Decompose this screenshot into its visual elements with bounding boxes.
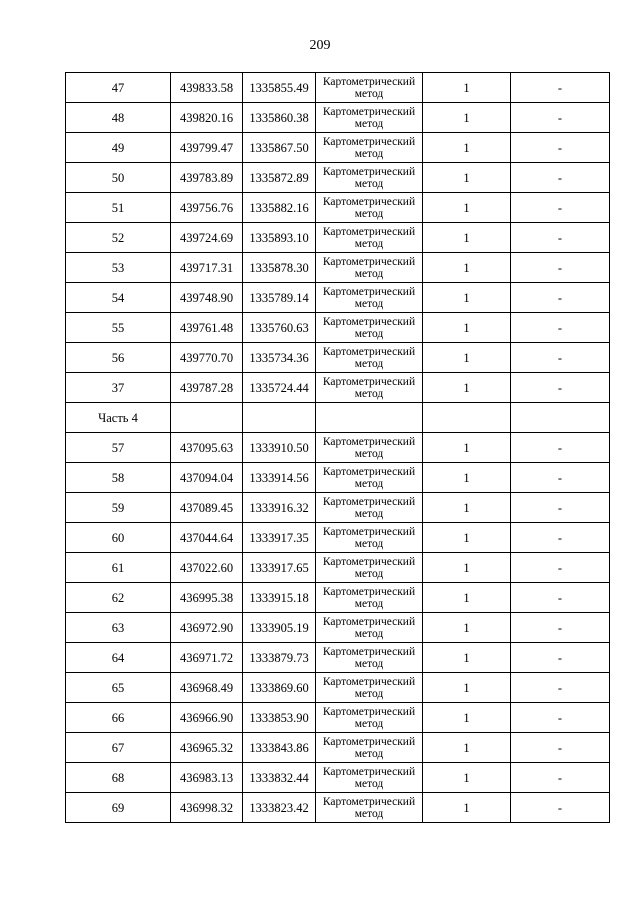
coordinates-table bbox=[65, 72, 610, 823]
table-row bbox=[66, 793, 610, 823]
accuracy-cell: 1 bbox=[423, 703, 511, 733]
coordinates-table-body bbox=[66, 73, 610, 823]
note-cell: - bbox=[511, 373, 610, 403]
point-number-cell: 52 bbox=[66, 223, 171, 253]
accuracy-cell: 1 bbox=[423, 253, 511, 283]
note-cell: - bbox=[511, 223, 610, 253]
method-cell: Картометрический метод bbox=[316, 313, 423, 343]
note-cell: - bbox=[511, 673, 610, 703]
table-row bbox=[66, 703, 610, 733]
y-coordinate-cell: 1335867.50 bbox=[243, 133, 316, 163]
y-coordinate-cell: 1335882.16 bbox=[243, 193, 316, 223]
y-coordinate-cell: 1333910.50 bbox=[243, 433, 316, 463]
accuracy-cell: 1 bbox=[423, 733, 511, 763]
x-coordinate-cell: 437044.64 bbox=[171, 523, 243, 553]
x-coordinate-cell: 439724.69 bbox=[171, 223, 243, 253]
method-cell: Картометрический метод bbox=[316, 433, 423, 463]
section-label: Часть 4 bbox=[66, 403, 171, 433]
point-number-cell: 53 bbox=[66, 253, 171, 283]
x-coordinate-cell: 437095.63 bbox=[171, 433, 243, 463]
table-row bbox=[66, 553, 610, 583]
x-coordinate-cell: 439748.90 bbox=[171, 283, 243, 313]
empty-cell bbox=[423, 403, 511, 433]
accuracy-cell: 1 bbox=[423, 313, 511, 343]
y-coordinate-cell: 1333869.60 bbox=[243, 673, 316, 703]
page-number: 209 bbox=[309, 38, 331, 53]
point-number-cell: 56 bbox=[66, 343, 171, 373]
method-cell: Картометрический метод bbox=[316, 103, 423, 133]
table-row bbox=[66, 373, 610, 403]
x-coordinate-cell: 439770.70 bbox=[171, 343, 243, 373]
method-cell: Картометрический метод bbox=[316, 673, 423, 703]
table-row bbox=[66, 433, 610, 463]
method-cell: Картометрический метод bbox=[316, 793, 423, 823]
accuracy-cell: 1 bbox=[423, 463, 511, 493]
note-cell: - bbox=[511, 73, 610, 103]
y-coordinate-cell: 1333915.18 bbox=[243, 583, 316, 613]
y-coordinate-cell: 1333914.56 bbox=[243, 463, 316, 493]
x-coordinate-cell: 436965.32 bbox=[171, 733, 243, 763]
note-cell: - bbox=[511, 193, 610, 223]
method-cell: Картометрический метод bbox=[316, 493, 423, 523]
point-number-cell: 66 bbox=[66, 703, 171, 733]
accuracy-cell: 1 bbox=[423, 643, 511, 673]
table-row bbox=[66, 733, 610, 763]
method-cell: Картометрический метод bbox=[316, 463, 423, 493]
x-coordinate-cell: 436998.32 bbox=[171, 793, 243, 823]
x-coordinate-cell: 439783.89 bbox=[171, 163, 243, 193]
table-row bbox=[66, 73, 610, 103]
method-cell: Картометрический метод bbox=[316, 643, 423, 673]
point-number-cell: 48 bbox=[66, 103, 171, 133]
accuracy-cell: 1 bbox=[423, 613, 511, 643]
y-coordinate-cell: 1333823.42 bbox=[243, 793, 316, 823]
y-coordinate-cell: 1335893.10 bbox=[243, 223, 316, 253]
method-cell: Картометрический метод bbox=[316, 523, 423, 553]
table-row bbox=[66, 493, 610, 523]
method-cell: Картометрический метод bbox=[316, 703, 423, 733]
note-cell: - bbox=[511, 283, 610, 313]
table-row bbox=[66, 193, 610, 223]
accuracy-cell: 1 bbox=[423, 283, 511, 313]
table-row bbox=[66, 103, 610, 133]
y-coordinate-cell: 1333879.73 bbox=[243, 643, 316, 673]
note-cell: - bbox=[511, 103, 610, 133]
table-row bbox=[66, 763, 610, 793]
accuracy-cell: 1 bbox=[423, 193, 511, 223]
y-coordinate-cell: 1335855.49 bbox=[243, 73, 316, 103]
x-coordinate-cell: 437022.60 bbox=[171, 553, 243, 583]
point-number-cell: 61 bbox=[66, 553, 171, 583]
method-cell: Картометрический метод bbox=[316, 553, 423, 583]
x-coordinate-cell: 439717.31 bbox=[171, 253, 243, 283]
table-row bbox=[66, 343, 610, 373]
note-cell: - bbox=[511, 793, 610, 823]
y-coordinate-cell: 1335789.14 bbox=[243, 283, 316, 313]
note-cell: - bbox=[511, 493, 610, 523]
y-coordinate-cell: 1335734.36 bbox=[243, 343, 316, 373]
x-coordinate-cell: 439761.48 bbox=[171, 313, 243, 343]
x-coordinate-cell: 439799.47 bbox=[171, 133, 243, 163]
empty-cell bbox=[171, 403, 243, 433]
x-coordinate-cell: 437089.45 bbox=[171, 493, 243, 523]
accuracy-cell: 1 bbox=[423, 373, 511, 403]
point-number-cell: 65 bbox=[66, 673, 171, 703]
accuracy-cell: 1 bbox=[423, 493, 511, 523]
note-cell: - bbox=[511, 763, 610, 793]
note-cell: - bbox=[511, 583, 610, 613]
table-row bbox=[66, 673, 610, 703]
point-number-cell: 68 bbox=[66, 763, 171, 793]
point-number-cell: 58 bbox=[66, 463, 171, 493]
note-cell: - bbox=[511, 313, 610, 343]
note-cell: - bbox=[511, 253, 610, 283]
method-cell: Картометрический метод bbox=[316, 343, 423, 373]
note-cell: - bbox=[511, 433, 610, 463]
accuracy-cell: 1 bbox=[423, 133, 511, 163]
x-coordinate-cell: 439820.16 bbox=[171, 103, 243, 133]
note-cell: - bbox=[511, 463, 610, 493]
accuracy-cell: 1 bbox=[423, 523, 511, 553]
point-number-cell: 59 bbox=[66, 493, 171, 523]
x-coordinate-cell: 436995.38 bbox=[171, 583, 243, 613]
point-number-cell: 47 bbox=[66, 73, 171, 103]
accuracy-cell: 1 bbox=[423, 163, 511, 193]
table-row bbox=[66, 313, 610, 343]
method-cell: Картометрический метод bbox=[316, 253, 423, 283]
table-row bbox=[66, 283, 610, 313]
x-coordinate-cell: 436972.90 bbox=[171, 613, 243, 643]
table-row bbox=[66, 253, 610, 283]
method-cell: Картометрический метод bbox=[316, 223, 423, 253]
method-cell: Картометрический метод bbox=[316, 193, 423, 223]
method-cell: Картометрический метод bbox=[316, 133, 423, 163]
note-cell: - bbox=[511, 703, 610, 733]
point-number-cell: 64 bbox=[66, 643, 171, 673]
y-coordinate-cell: 1333916.32 bbox=[243, 493, 316, 523]
table-row bbox=[66, 643, 610, 673]
y-coordinate-cell: 1333917.65 bbox=[243, 553, 316, 583]
accuracy-cell: 1 bbox=[423, 673, 511, 703]
y-coordinate-cell: 1333843.86 bbox=[243, 733, 316, 763]
x-coordinate-cell: 436966.90 bbox=[171, 703, 243, 733]
table-row bbox=[66, 223, 610, 253]
accuracy-cell: 1 bbox=[423, 223, 511, 253]
method-cell: Картометрический метод bbox=[316, 763, 423, 793]
x-coordinate-cell: 439833.58 bbox=[171, 73, 243, 103]
x-coordinate-cell: 439787.28 bbox=[171, 373, 243, 403]
y-coordinate-cell: 1335860.38 bbox=[243, 103, 316, 133]
point-number-cell: 51 bbox=[66, 193, 171, 223]
point-number-cell: 55 bbox=[66, 313, 171, 343]
y-coordinate-cell: 1335878.30 bbox=[243, 253, 316, 283]
method-cell: Картометрический метод bbox=[316, 583, 423, 613]
point-number-cell: 54 bbox=[66, 283, 171, 313]
empty-cell bbox=[511, 403, 610, 433]
point-number-cell: 60 bbox=[66, 523, 171, 553]
empty-cell bbox=[316, 403, 423, 433]
x-coordinate-cell: 436983.13 bbox=[171, 763, 243, 793]
point-number-cell: 50 bbox=[66, 163, 171, 193]
method-cell: Картометрический метод bbox=[316, 163, 423, 193]
x-coordinate-cell: 436971.72 bbox=[171, 643, 243, 673]
table-row bbox=[66, 613, 610, 643]
x-coordinate-cell: 436968.49 bbox=[171, 673, 243, 703]
table-row bbox=[66, 133, 610, 163]
point-number-cell: 63 bbox=[66, 613, 171, 643]
y-coordinate-cell: 1333905.19 bbox=[243, 613, 316, 643]
accuracy-cell: 1 bbox=[423, 763, 511, 793]
table-row bbox=[66, 583, 610, 613]
y-coordinate-cell: 1333917.35 bbox=[243, 523, 316, 553]
note-cell: - bbox=[511, 523, 610, 553]
table-row bbox=[66, 463, 610, 493]
section-row bbox=[66, 403, 610, 433]
table-row bbox=[66, 163, 610, 193]
y-coordinate-cell: 1335724.44 bbox=[243, 373, 316, 403]
accuracy-cell: 1 bbox=[423, 103, 511, 133]
y-coordinate-cell: 1333853.90 bbox=[243, 703, 316, 733]
point-number-cell: 69 bbox=[66, 793, 171, 823]
method-cell: Картометрический метод bbox=[316, 613, 423, 643]
accuracy-cell: 1 bbox=[423, 553, 511, 583]
note-cell: - bbox=[511, 133, 610, 163]
note-cell: - bbox=[511, 613, 610, 643]
method-cell: Картометрический метод bbox=[316, 73, 423, 103]
method-cell: Картометрический метод bbox=[316, 283, 423, 313]
y-coordinate-cell: 1333832.44 bbox=[243, 763, 316, 793]
x-coordinate-cell: 437094.04 bbox=[171, 463, 243, 493]
accuracy-cell: 1 bbox=[423, 73, 511, 103]
note-cell: - bbox=[511, 553, 610, 583]
table-row bbox=[66, 523, 610, 553]
accuracy-cell: 1 bbox=[423, 433, 511, 463]
y-coordinate-cell: 1335760.63 bbox=[243, 313, 316, 343]
accuracy-cell: 1 bbox=[423, 343, 511, 373]
point-number-cell: 62 bbox=[66, 583, 171, 613]
point-number-cell: 37 bbox=[66, 373, 171, 403]
note-cell: - bbox=[511, 163, 610, 193]
point-number-cell: 57 bbox=[66, 433, 171, 463]
y-coordinate-cell: 1335872.89 bbox=[243, 163, 316, 193]
method-cell: Картометрический метод bbox=[316, 373, 423, 403]
x-coordinate-cell: 439756.76 bbox=[171, 193, 243, 223]
empty-cell bbox=[243, 403, 316, 433]
point-number-cell: 49 bbox=[66, 133, 171, 163]
method-cell: Картометрический метод bbox=[316, 733, 423, 763]
accuracy-cell: 1 bbox=[423, 793, 511, 823]
accuracy-cell: 1 bbox=[423, 583, 511, 613]
note-cell: - bbox=[511, 343, 610, 373]
point-number-cell: 67 bbox=[66, 733, 171, 763]
note-cell: - bbox=[511, 643, 610, 673]
note-cell: - bbox=[511, 733, 610, 763]
